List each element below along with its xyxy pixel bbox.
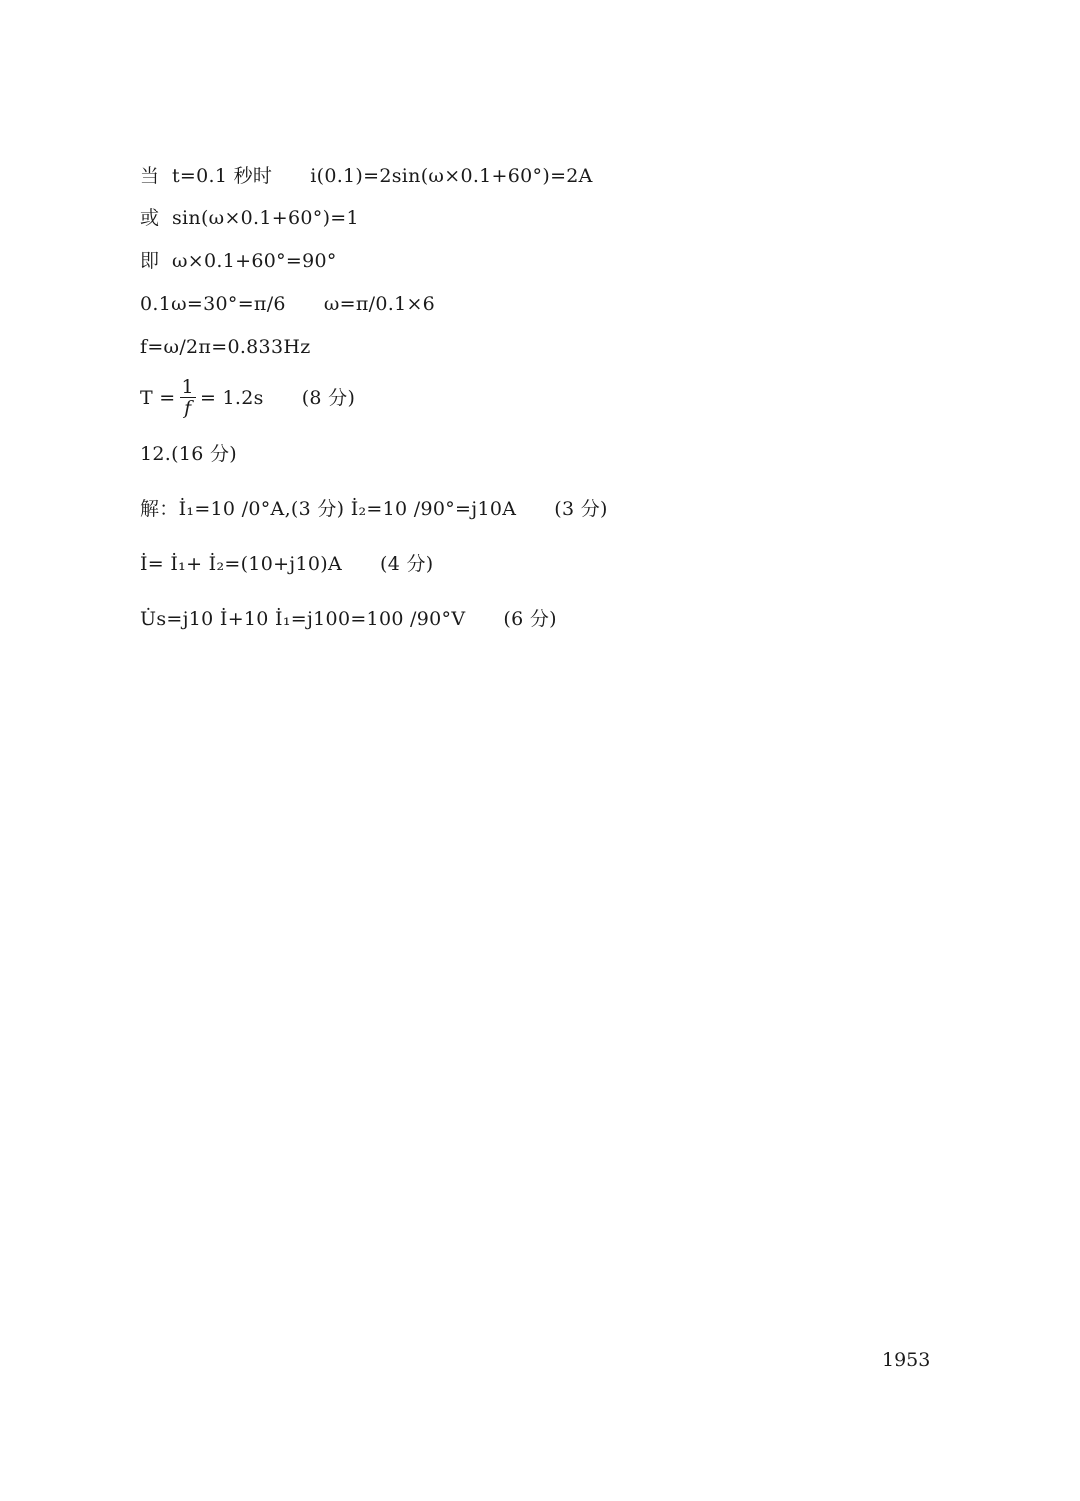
period-prefix: T = [140, 386, 176, 409]
solution-line-1: 当 t=0.1 秒时 i(0.1)=2sin(ω×0.1+60°)=2A [140, 165, 593, 187]
fraction-numerator: 1 [181, 376, 194, 398]
fraction-denominator: f [184, 397, 192, 419]
solution-line-8: U̇s=j10 İ+10 İ₁=j100=100 /90°V (6 分) [140, 608, 557, 630]
solution-line-5: f=ω/2π=0.833Hz [140, 336, 311, 358]
period-suffix: = 1.2s (8 分) [199, 386, 356, 409]
solution-line-7: İ= İ₁+ İ₂=(10+j10)A (4 分) [140, 553, 434, 575]
period-equation [140, 377, 355, 418]
solution-line-6: 解：İ₁=10 /0°A,(3 分) İ₂=10 /90°=j10A (3 分) [140, 498, 608, 520]
solution-line-2: 或 sin(ω×0.1+60°)=1 [140, 207, 359, 229]
solution-line-4: 0.1ω=30°=π/6 ω=π/0.1×6 [140, 293, 436, 315]
fraction [180, 377, 196, 418]
page-number: 1953 [882, 1349, 931, 1371]
problem-heading: 12.(16 分) [140, 443, 237, 465]
solution-line-3: 即 ω×0.1+60°=90° [140, 250, 337, 272]
